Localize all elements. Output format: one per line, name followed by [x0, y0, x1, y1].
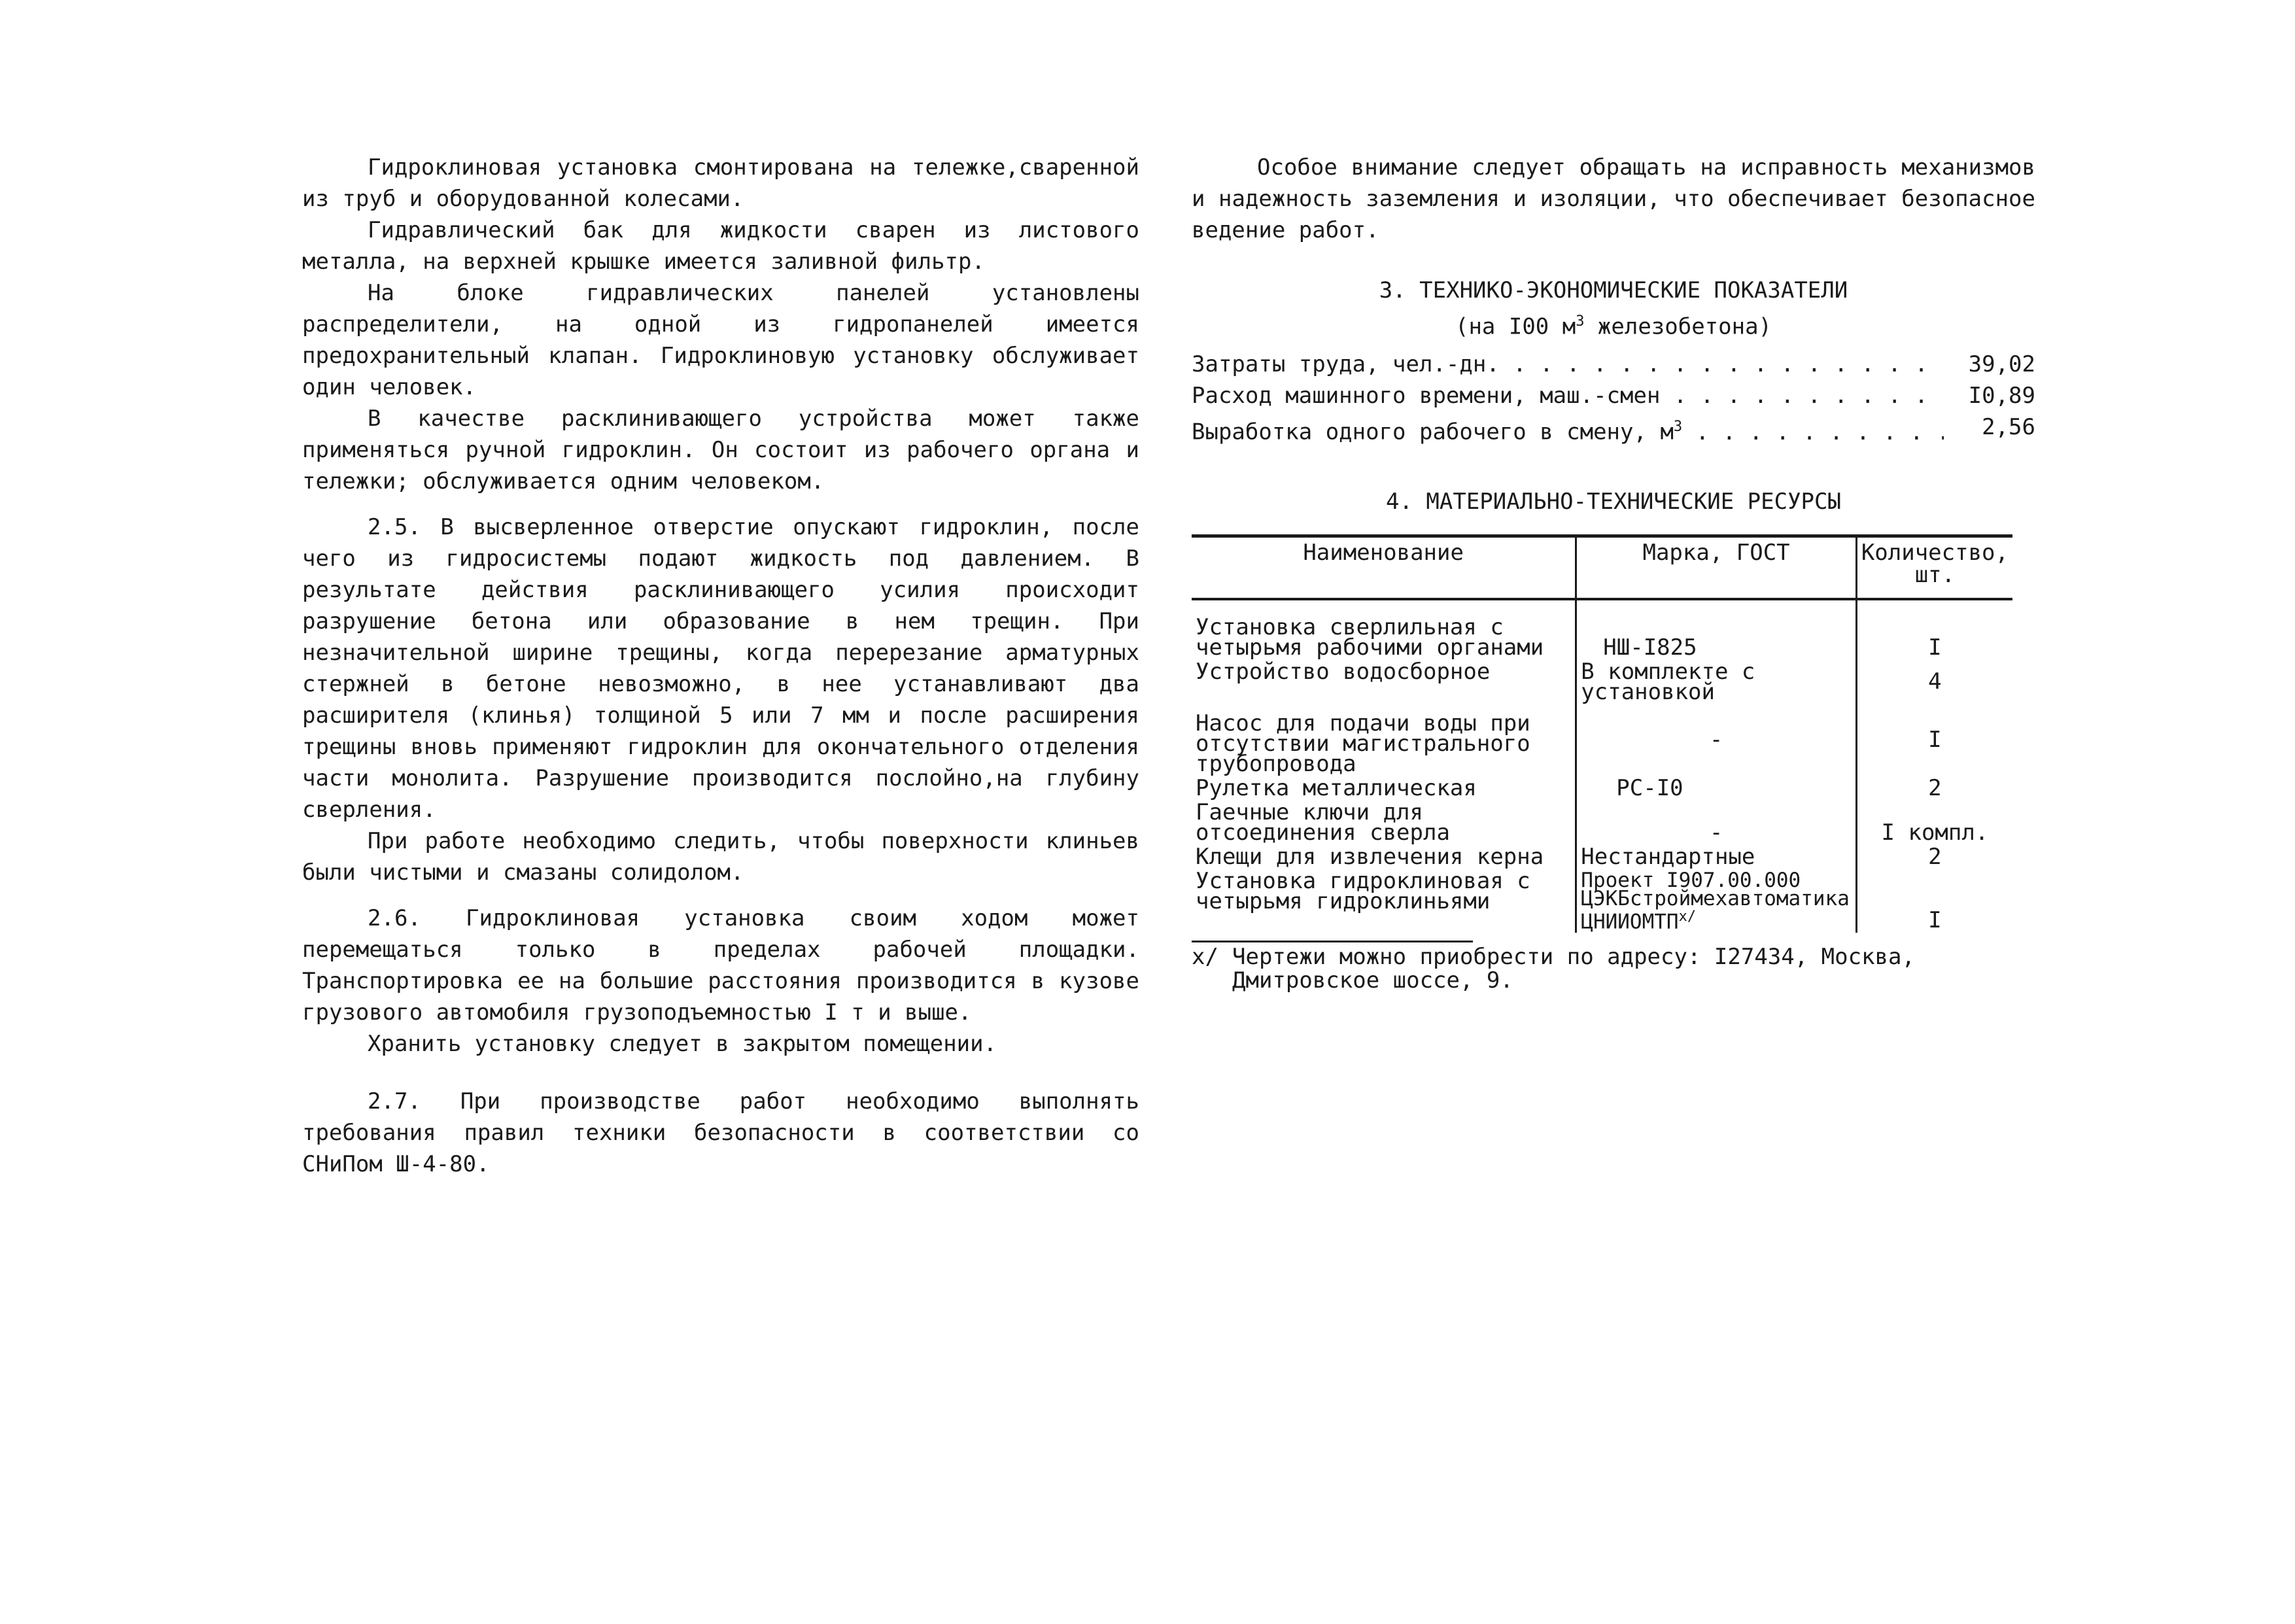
cell-qty: I	[1856, 704, 2012, 776]
cell-mark: -	[1576, 704, 1857, 776]
cell-name: Устройство водосборное	[1196, 658, 1491, 685]
paragraph-wedges-clean: При работе необходимо следить, чтобы поверхности клиньев были чистыми и смазаны солидолом.	[302, 828, 1139, 886]
indicator-row	[1192, 349, 2035, 380]
paragraph-storage: Хранить установку следует в закрытом помещении.	[368, 1031, 997, 1057]
cell-mark: -	[1576, 801, 1857, 845]
paragraph-manual-wedge: В качестве расклинивающего устройства может также применяться ручной гидроклин. Он состоит из рабочего органа и тележки; обслуживается одним человеком.	[302, 406, 1139, 494]
paragraph-panels: На блоке гидравлических панелей установлены распределители, на одной из гидропанелей имеется предохранительный клапан. Гидроклиновую установку обслуживает один человек.	[302, 280, 1139, 400]
table-row	[1192, 599, 2012, 660]
cell-name: Установка гидроклиновая с четырьмя гидроклиньями	[1196, 867, 1530, 914]
cell-name: Установка сверлильная с четырьмя рабочими органами	[1196, 613, 1544, 661]
cell-qty: I	[1856, 599, 2012, 660]
paragraph-2-6: 2.6. Гидроклиновая установка своим ходом может перемещаться только в пределах рабочей площадки. Транспортировка ее на большие расстояния производится в кузове грузового автомобиля грузоподъемностью I т и выше.	[302, 905, 1139, 1026]
table-header-row	[1192, 536, 2012, 599]
cell-mark: В комплекте с установкой	[1576, 660, 1857, 704]
cell-mark: Проект I907.00.000 ЦЭКБстроймехавтоматика $ЦНИИОМТП^{х/}$	[1576, 869, 1857, 933]
indicator-value: I0,89	[1968, 383, 2035, 409]
resources-table	[1192, 534, 2012, 933]
indicator-value: 2,56	[1982, 414, 2035, 441]
cell-qty: 2	[1856, 845, 2012, 869]
column-header-name: Наименование	[1192, 536, 1576, 599]
paragraph-tank: Гидравлический бак для жидкости сварен из листового металла, на верхней крышке имеется заливной фильтр.	[302, 217, 1139, 275]
indicator-label: Выработка одного рабочего в смену, $м^3$ . . .	[1192, 411, 1944, 447]
section-4-title: 4. МАТЕРИАЛЬНО-ТЕХНИЧЕСКИЕ РЕСУРСЫ	[1386, 488, 1841, 515]
indicator-row	[1192, 380, 2035, 411]
cell-name: Рулетка металлическая	[1196, 774, 1477, 801]
section-3-subtitle: (на I00 $м^3$ железобетона)	[1455, 313, 1772, 340]
section-3-title: 3. ТЕХНИКО-ЭКОНОМИЧЕСКИЕ ПОКАЗАТЕЛИ	[1379, 277, 1848, 303]
cell-mark: РС-I0	[1576, 776, 1857, 801]
indicator-label: Расход машинного времени, маш.-смен . . .	[1192, 380, 1944, 411]
column-header-mark: Марка, ГОСТ	[1576, 536, 1857, 599]
paragraph-2-7: 2.7. При производстве работ необходимо выполнять требования правил техники безопасности в соответствии со СНиПом Ш-4-80.	[302, 1088, 1139, 1177]
table-row	[1192, 660, 2012, 704]
paragraph-safety: Особое внимание следует обращать на исправность механизмов и надежность заземления и изоляции, что обеспечивает безопасное ведение работ.	[1192, 154, 2035, 243]
column-header-qty: Количество, шт.	[1856, 536, 2012, 599]
indicator-value: 39,02	[1968, 351, 2035, 378]
table-row	[1192, 869, 2012, 933]
cell-name: Клещи для извлечения керна	[1196, 843, 1544, 870]
cell-name: Гаечные ключи для отсоединения сверла	[1196, 799, 1450, 846]
paragraph-2-5: 2.5. В высверленное отверстие опускают гидроклин, после чего из гидросистемы подают жидкость под давлением. В результате действия расклинивающего усилия происходит разрушение бетона или образование в нем трещин. При незначительной ширине трещины, когда перерезание арматурных стержней в бетоне невозможно, в нее устанавливают два расширителя (клинья) толщиной 5 или 7 мм и после расширения трещины вновь применяют гидроклин для окончательного отделения части монолита. Разрушение производится послойно,на глубину сверления.	[302, 514, 1139, 823]
indicator-label: Затраты труда, чел.-дн. . . .	[1192, 349, 1944, 380]
cell-mark: НШ-I825	[1576, 599, 1857, 660]
table-row	[1192, 704, 2012, 776]
footnote-mark: х/	[1192, 943, 1218, 970]
cell-qty: I	[1856, 869, 2012, 933]
left-column	[302, 152, 1139, 1180]
footnote-text: Чертежи можно приобрести по адресу: I27434, Москва, Дмитровское шоссе, 9.	[1232, 943, 1915, 993]
cell-name: Насос для подачи воды при отсутствии магистрального трубопровода	[1196, 710, 1530, 777]
table-row	[1192, 845, 2012, 869]
indicator-row	[1192, 411, 2035, 447]
cell-qty: 2	[1856, 776, 2012, 801]
right-column	[1192, 152, 2035, 992]
footnote	[1192, 945, 2035, 992]
cell-mark: Нестандартные	[1576, 845, 1857, 869]
table-row	[1192, 776, 2012, 801]
footnote-divider	[1192, 941, 1473, 942]
table-row	[1192, 801, 2012, 845]
cell-qty: 4	[1856, 660, 2012, 704]
paragraph-cart: Гидроклиновая установка смонтирована на тележке,сваренной из труб и оборудованной колесами.	[302, 154, 1139, 212]
cell-qty: I компл.	[1856, 801, 2012, 845]
